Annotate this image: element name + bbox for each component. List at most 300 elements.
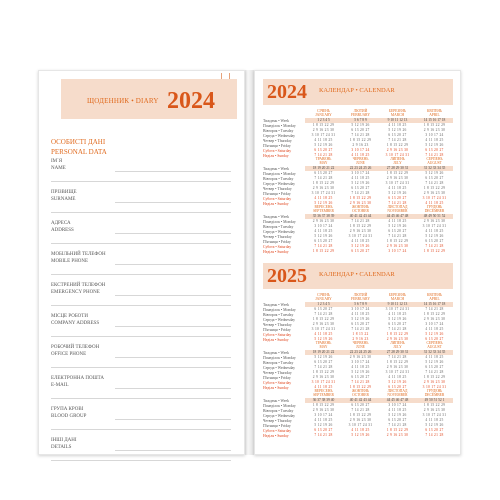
calendar-grid — [263, 109, 453, 253]
day-numbers: 4 11 18 25 — [388, 375, 407, 379]
day-numbers: 4 11 18 25 — [388, 312, 407, 316]
day-numbers: 4 11 18 25 — [425, 355, 444, 359]
field-label-en: NAME — [51, 165, 66, 171]
day-numbers: 6 13 20 27 — [388, 133, 407, 137]
day-numbers: 6 13 20 27 — [314, 428, 333, 432]
day-numbers: 6 13 20 27 — [388, 418, 407, 422]
field-label-ua: МІСЦЕ РОБОТИ — [51, 314, 88, 319]
month-block — [379, 293, 416, 339]
field-line[interactable] — [51, 243, 231, 244]
month-row — [263, 389, 453, 438]
day-numbers: 6 13 20 27 — [314, 239, 333, 243]
month-name-ua: ЛЮТИЙ — [353, 293, 368, 297]
diary-left-page — [38, 70, 245, 455]
day-numbers: 2 9 16 23 30 — [386, 337, 409, 341]
day-numbers: 7 14 21 28 — [314, 153, 333, 157]
month-name — [342, 341, 379, 350]
day-numbers: 3 10 17 24 — [314, 224, 333, 228]
day-numbers: 6 13 20 27 — [388, 196, 407, 200]
month-name-en: JUNE — [356, 345, 365, 349]
weekday-label: Понеділок • Monday — [263, 356, 296, 360]
week-numbers: 49 50 51 52 1 — [416, 398, 453, 403]
personal-field[interactable] — [51, 283, 231, 313]
personal-field[interactable] — [51, 376, 231, 406]
day-numbers: 3 10 17 24 31 — [385, 307, 410, 311]
week-numbers: 36 37 38 39 40 — [305, 398, 342, 403]
day-numbers: 3 10 17 24 — [351, 360, 370, 364]
field-line[interactable] — [115, 233, 231, 234]
day-numbers: 5 12 19 26 — [388, 380, 407, 384]
month-name-ua: ВЕРЕСЕНЬ — [314, 205, 333, 209]
month-row — [263, 293, 453, 342]
weekday-label: Понеділок • Monday — [263, 308, 296, 312]
month-name-ua: СІЧЕНЬ — [317, 109, 330, 113]
month-name-ua: ЧЕРВЕНЬ — [352, 157, 369, 161]
weekday-label: Четвер • Thursday — [263, 371, 292, 375]
weekday-label: Вівторок • Tuesday — [263, 129, 294, 133]
weekday-label: П'ятниця • Friday — [263, 328, 291, 332]
weekday-labels — [263, 389, 305, 438]
week-numbers: 27 28 29 30 31 — [379, 350, 416, 355]
day-numbers: 6 13 20 27 — [351, 249, 370, 253]
day-numbers: 2 9 16 23 30 — [423, 191, 446, 195]
weekday-label: Тиждень • Week — [263, 351, 290, 355]
month-name — [379, 109, 416, 118]
month-name — [379, 157, 416, 166]
month-name-ua: ГРУДЕНЬ — [426, 205, 443, 209]
month-name-en: OCTOBER — [352, 209, 369, 213]
day-numbers: 6 13 20 27 — [351, 322, 370, 326]
month-name-en: FEBRUARY — [351, 297, 370, 301]
month-name-en: SEPTEMBER — [313, 209, 334, 213]
day-numbers: 6 13 20 27 — [314, 171, 333, 175]
month-block — [305, 205, 342, 251]
month-name — [416, 157, 453, 166]
day-numbers: 2 9 16 23 30 — [349, 418, 372, 422]
week-numbers: 18 19 20 21 22 — [305, 350, 342, 355]
weekday-label: Неділя • Sunday — [263, 386, 289, 390]
day-numbers: 1 8 15 22 29 — [386, 428, 409, 432]
day-numbers: 4 11 18 25 — [314, 385, 333, 389]
day-numbers: 7 14 21 28 — [351, 380, 370, 384]
day-numbers: 4 11 18 25 — [425, 327, 444, 331]
day-numbers: 4 11 18 25 — [425, 418, 444, 422]
month-name — [342, 109, 379, 118]
weekday-label: П'ятниця • Friday — [263, 376, 291, 380]
day-numbers: 5 12 19 26 — [425, 423, 444, 427]
day-numbers: 5 12 19 26 — [314, 234, 333, 238]
week-numbers: 5 6 7 8 9 — [342, 118, 379, 123]
day-numbers: 3 10 17 24 — [351, 307, 370, 311]
day-numbers: 1 8 15 22 29 — [423, 375, 446, 379]
day-numbers: 3 10 17 24 31 — [311, 191, 336, 195]
weekday-label: Тиждень • Week — [263, 215, 290, 219]
day-numbers: 1 8 15 22 29 — [386, 332, 409, 336]
field-label-en: SURNAME — [51, 196, 76, 202]
month-name-ua: ЖОВТЕНЬ — [351, 205, 370, 209]
calendar-header — [263, 79, 453, 105]
field-label-ua: ІМ`Я — [51, 159, 63, 164]
week-numbers: 44 45 46 47 48 — [379, 398, 416, 403]
day-numbers: 4 11 18 25 — [388, 123, 407, 127]
day-numbers: 3 10 17 24 — [351, 171, 370, 175]
month-name-ua: ЖОВТЕНЬ — [351, 389, 370, 393]
field-line[interactable] — [115, 326, 231, 327]
week-numbers: 1 2 3 4 5 — [305, 302, 342, 307]
day-numbers: 2 9 16 23 30 — [423, 317, 446, 321]
day-numbers: 3 10 17 24 31 — [311, 133, 336, 137]
month-name-ua: СІЧЕНЬ — [317, 293, 330, 297]
field-line[interactable] — [115, 202, 231, 203]
day-numbers: 6 13 20 27 — [388, 385, 407, 389]
month-name-en: MAY — [319, 345, 328, 349]
calendar-grid — [263, 293, 453, 437]
day-numbers: 4 11 18 25 — [388, 219, 407, 223]
field-line[interactable] — [51, 212, 231, 213]
personal-field[interactable] — [51, 314, 231, 344]
month-block — [379, 205, 416, 251]
month-name — [416, 109, 453, 118]
month-block — [342, 205, 379, 251]
weekday-labels — [263, 205, 305, 254]
weekday-label: Четвер • Thursday — [263, 235, 292, 239]
day-numbers: 1 8 15 22 29 — [312, 181, 335, 185]
day-numbers: 1 8 15 22 29 — [349, 138, 372, 142]
week-numbers: 35 36 37 38 39 — [305, 214, 342, 219]
field-line[interactable] — [51, 181, 231, 182]
month-name-en: AUGUST — [427, 161, 442, 165]
month-name-ua: ЛИСТОПАД — [387, 205, 408, 209]
day-numbers: 3 10 17 24 31 — [348, 234, 373, 238]
day-numbers: 7 14 21 28 — [425, 181, 444, 185]
day-numbers: 7 14 21 28 — [388, 234, 407, 238]
field-line[interactable] — [51, 367, 231, 368]
weekday-label: Тиждень • Week — [263, 167, 290, 171]
month-name-ua: ТРАВЕНЬ — [315, 341, 332, 345]
day-numbers: 6 13 20 27 — [425, 337, 444, 341]
day-numbers: 5 12 19 26 — [314, 337, 333, 341]
day-numbers: 7 14 21 28 — [388, 201, 407, 205]
week-numbers: 31 32 33 34 35 — [416, 166, 453, 171]
field-label-ua: АДРЕСА — [51, 221, 71, 226]
day-numbers: 3 10 17 24 — [351, 148, 370, 152]
weekday-label: Неділя • Sunday — [263, 202, 289, 206]
month-name — [342, 293, 379, 302]
day-numbers: 2 9 16 23 30 — [386, 244, 409, 248]
day-numbers: 7 14 21 28 — [425, 370, 444, 374]
field-line[interactable] — [51, 274, 231, 275]
field-line[interactable] — [115, 171, 231, 172]
day-numbers: 2 9 16 23 30 — [349, 229, 372, 233]
weekday-label: Понеділок • Monday — [263, 404, 296, 408]
day-numbers: 1 8 15 22 29 — [312, 317, 335, 321]
day-numbers: 4 11 18 25 — [388, 186, 407, 190]
day-numbers: 7 14 21 28 — [351, 408, 370, 412]
month-block — [416, 293, 453, 339]
day-numbers: 2 9 16 23 30 — [386, 148, 409, 152]
day-numbers: 3 10 17 24 31 — [311, 380, 336, 384]
weekday-label: Четвер • Thursday — [263, 419, 292, 423]
day-numbers: 2 9 16 23 30 — [312, 375, 335, 379]
day-numbers: 6 13 20 27 — [314, 360, 333, 364]
month-name-en: JULY — [393, 161, 402, 165]
month-block — [342, 341, 379, 387]
day-numbers: 2 9 16 23 30 — [423, 408, 446, 412]
day-numbers: 3 10 17 24 — [314, 413, 333, 417]
day-numbers: 3 10 17 24 31 — [385, 370, 410, 374]
day-numbers: 1 8 15 22 29 — [423, 123, 446, 127]
day-numbers: 2 9 16 23 — [352, 337, 369, 341]
day-numbers: 1 8 15 22 29 — [349, 224, 372, 228]
day-numbers: 5 12 19 26 — [388, 224, 407, 228]
month-name-en: NOVEMBER — [387, 393, 408, 397]
day-numbers: 2 9 16 23 30 — [386, 365, 409, 369]
field-line[interactable] — [115, 450, 231, 451]
field-label-en: ADDRESS — [51, 227, 74, 233]
day-numbers: 5 12 19 26 — [351, 317, 370, 321]
month-name — [416, 205, 453, 214]
month-name-en: FEBRUARY — [351, 113, 370, 117]
month-block — [305, 109, 342, 155]
month-name — [379, 293, 416, 302]
day-numbers: 1 8 15 22 — [352, 332, 369, 336]
day-numbers: 2 9 16 23 30 — [423, 128, 446, 132]
day-numbers: 6 13 20 27 — [425, 148, 444, 152]
day-numbers: 6 13 20 27 — [351, 375, 370, 379]
day-numbers: 2 9 16 23 30 — [312, 219, 335, 223]
day-numbers: 5 12 19 26 — [425, 234, 444, 238]
day-numbers: 1 8 15 22 29 — [386, 143, 409, 147]
day-numbers: 1 8 15 22 29 — [349, 413, 372, 417]
day-numbers: 1 8 15 22 29 — [312, 123, 335, 127]
band-tick — [221, 73, 222, 79]
day-numbers: 5 12 19 26 — [388, 317, 407, 321]
diary-title-band — [61, 79, 237, 119]
weekday-label: Вівторок • Tuesday — [263, 177, 294, 181]
month-name-en: APRIL — [429, 297, 440, 301]
day-numbers: 7 14 21 28 — [388, 327, 407, 331]
day-numbers: 3 10 17 24 31 — [422, 413, 447, 417]
week-numbers: 18 19 20 21 22 — [305, 166, 342, 171]
day-numbers: 4 11 18 25 — [425, 229, 444, 233]
month-row — [263, 205, 453, 254]
day-numbers: 3 10 17 24 31 — [422, 224, 447, 228]
month-name-ua: ГРУДЕНЬ — [426, 389, 443, 393]
month-block — [342, 293, 379, 339]
day-numbers: 5 12 19 26 — [351, 181, 370, 185]
month-name-ua: БЕРЕЗЕНЬ — [388, 293, 407, 297]
weekday-label: Середа • Wednesday — [263, 318, 296, 322]
day-numbers: 4 11 18 25 — [351, 153, 370, 157]
month-name — [305, 389, 342, 398]
day-numbers: 5 12 19 26 — [388, 413, 407, 417]
month-name-en: JULY — [393, 345, 402, 349]
month-block — [379, 389, 416, 435]
day-numbers: 1 8 15 22 29 — [386, 171, 409, 175]
calendar-year: 2025 — [267, 265, 307, 287]
field-line[interactable] — [51, 305, 231, 306]
field-line[interactable] — [115, 295, 231, 296]
personal-field[interactable] — [51, 252, 231, 282]
month-block — [379, 341, 416, 387]
field-label-ua: ЕКСТРЕНИЙ ТЕЛЕФОН — [51, 283, 106, 288]
day-numbers: 7 14 21 28 — [351, 327, 370, 331]
day-numbers: 7 14 21 28 — [314, 176, 333, 180]
weekday-label: П'ятниця • Friday — [263, 144, 291, 148]
field-line[interactable] — [51, 398, 231, 399]
field-line[interactable] — [115, 357, 231, 358]
day-numbers: 3 10 17 24 31 — [385, 181, 410, 185]
field-line[interactable] — [51, 429, 231, 430]
week-numbers: 27 28 29 30 31 — [379, 166, 416, 171]
day-numbers: 2 9 16 23 30 — [423, 380, 446, 384]
month-name-en: MARCH — [390, 113, 405, 117]
month-name — [379, 205, 416, 214]
field-label-ua: РОБОЧИЙ ТЕЛЕФОН — [51, 345, 100, 350]
field-line[interactable] — [51, 336, 231, 337]
weekday-label: Середа • Wednesday — [263, 230, 296, 234]
calendar-header — [263, 263, 453, 289]
day-numbers: 2 9 16 23 30 — [349, 201, 372, 205]
day-numbers: 5 12 19 26 — [351, 244, 370, 248]
month-name — [305, 109, 342, 118]
weekday-label: Субота • Saturday — [263, 429, 292, 433]
month-name-ua: СЕРПЕНЬ — [426, 157, 443, 161]
day-numbers: 1 8 15 22 29 — [349, 196, 372, 200]
field-line[interactable] — [115, 388, 231, 389]
day-numbers: 1 8 15 22 29 — [312, 249, 335, 253]
month-name — [342, 205, 379, 214]
day-numbers: 6 13 20 27 — [351, 403, 370, 407]
weekday-label: Понеділок • Monday — [263, 172, 296, 176]
day-numbers: 2 9 16 23 30 — [312, 128, 335, 132]
diary-label: ЩОДЕННИК • DIARY — [87, 97, 159, 105]
month-name-en: JANUARY — [315, 297, 332, 301]
personal-data-title — [51, 137, 107, 157]
weekday-label: Неділя • Sunday — [263, 338, 289, 342]
month-name — [305, 341, 342, 350]
weekday-label: Середа • Wednesday — [263, 414, 296, 418]
day-numbers: 3 10 17 24 31 — [422, 385, 447, 389]
day-numbers: 7 14 21 28 — [388, 423, 407, 427]
weekday-label: Четвер • Thursday — [263, 323, 292, 327]
day-numbers: 2 9 16 23 — [352, 143, 369, 147]
month-name-en: OCTOBER — [352, 393, 369, 397]
month-name-ua: КВІТЕНЬ — [426, 109, 443, 113]
month-name-ua: ТРАВЕНЬ — [315, 157, 332, 161]
weekday-label: Понеділок • Monday — [263, 124, 296, 128]
field-label-ua: ЕЛЕКТРОННА ПОШТА — [51, 376, 105, 381]
weekday-label: Понеділок • Monday — [263, 220, 296, 224]
day-numbers: 5 12 19 26 — [425, 171, 444, 175]
day-numbers: 7 14 21 28 — [425, 307, 444, 311]
day-numbers: 4 11 18 25 — [425, 138, 444, 142]
month-name-en: AUGUST — [427, 345, 442, 349]
day-numbers: 1 8 15 22 29 — [423, 249, 446, 253]
day-numbers: 4 11 18 25 — [314, 418, 333, 422]
month-name-en: NOVEMBER — [387, 209, 408, 213]
calendar-label: КАЛЕНДАР • CALENDAR — [319, 271, 395, 278]
month-name-en: DECEMBER — [424, 209, 445, 213]
day-numbers: 3 10 17 24 31 — [385, 153, 410, 157]
month-block — [305, 389, 342, 435]
field-line[interactable] — [115, 419, 231, 420]
day-numbers: 7 14 21 28 — [351, 133, 370, 137]
month-name-en: MAY — [319, 161, 328, 165]
day-numbers: 7 14 21 28 — [425, 244, 444, 248]
month-name — [379, 341, 416, 350]
month-block — [342, 389, 379, 435]
month-block — [305, 293, 342, 339]
day-numbers: 2 9 16 23 30 — [423, 219, 446, 223]
month-name — [416, 293, 453, 302]
day-numbers: 6 13 20 27 — [425, 428, 444, 432]
week-numbers: 5 6 7 8 9 — [342, 302, 379, 307]
day-numbers: 1 8 15 22 29 — [423, 312, 446, 316]
personal-data-title-ua: ОСОБИСТІ ДАНІ — [51, 138, 106, 146]
day-numbers: 7 14 21 28 — [314, 312, 333, 316]
weekday-label: Субота • Saturday — [263, 245, 292, 249]
day-numbers: 2 9 16 23 30 — [312, 408, 335, 412]
day-numbers: 3 10 17 24 — [388, 249, 407, 253]
personal-field[interactable] — [51, 438, 231, 468]
day-numbers: 5 12 19 26 — [314, 423, 333, 427]
personal-field[interactable] — [51, 190, 231, 220]
personal-field[interactable] — [51, 221, 231, 251]
day-numbers: 2 9 16 23 30 — [312, 186, 335, 190]
weekday-label: Вівторок • Tuesday — [263, 361, 294, 365]
day-numbers: 3 10 17 24 — [425, 322, 444, 326]
weekday-label: Субота • Saturday — [263, 381, 292, 385]
field-label-en: E-MAIL — [51, 382, 69, 388]
weekday-label: Четвер • Thursday — [263, 187, 292, 191]
day-numbers: 7 14 21 28 — [425, 153, 444, 157]
field-label-en: EMERGENCY PHONE — [51, 289, 100, 295]
month-name-en: APRIL — [429, 113, 440, 117]
month-name-ua: КВІТЕНЬ — [426, 293, 443, 297]
day-numbers: 7 14 21 28 — [425, 433, 444, 437]
field-line[interactable] — [115, 264, 231, 265]
personal-field[interactable] — [51, 159, 231, 189]
month-block — [416, 157, 453, 203]
weekday-label: Субота • Saturday — [263, 149, 292, 153]
weekday-label: Середа • Wednesday — [263, 366, 296, 370]
field-label-ua: ГРУПА КРОВІ — [51, 407, 84, 412]
month-row — [263, 109, 453, 158]
month-name — [305, 293, 342, 302]
week-numbers: 14 15 16 17 18 — [416, 118, 453, 123]
day-numbers: 2 9 16 23 30 — [386, 433, 409, 437]
field-label-en: MOBILE PHONE — [51, 258, 89, 264]
month-name-ua: ЛЮТИЙ — [353, 109, 368, 113]
personal-field[interactable] — [51, 345, 231, 375]
month-name-en: JANUARY — [315, 113, 332, 117]
day-numbers: 5 12 19 26 — [388, 128, 407, 132]
field-line[interactable] — [51, 460, 231, 461]
band-tick — [229, 73, 230, 79]
month-block — [305, 341, 342, 387]
field-label-ua: МОБІЛЬНИЙ ТЕЛЕФОН — [51, 252, 106, 257]
day-numbers: 4 11 18 25 — [425, 201, 444, 205]
day-numbers: 7 14 21 28 — [314, 244, 333, 248]
personal-field[interactable] — [51, 407, 231, 437]
day-numbers: 3 10 17 24 31 — [311, 327, 336, 331]
day-numbers: 1 8 15 22 29 — [312, 403, 335, 407]
day-numbers: 2 9 16 23 30 — [349, 355, 372, 359]
weekday-label: Вівторок • Tuesday — [263, 409, 294, 413]
day-numbers: 1 8 15 22 29 — [312, 370, 335, 374]
calendar-year: 2024 — [267, 81, 307, 103]
